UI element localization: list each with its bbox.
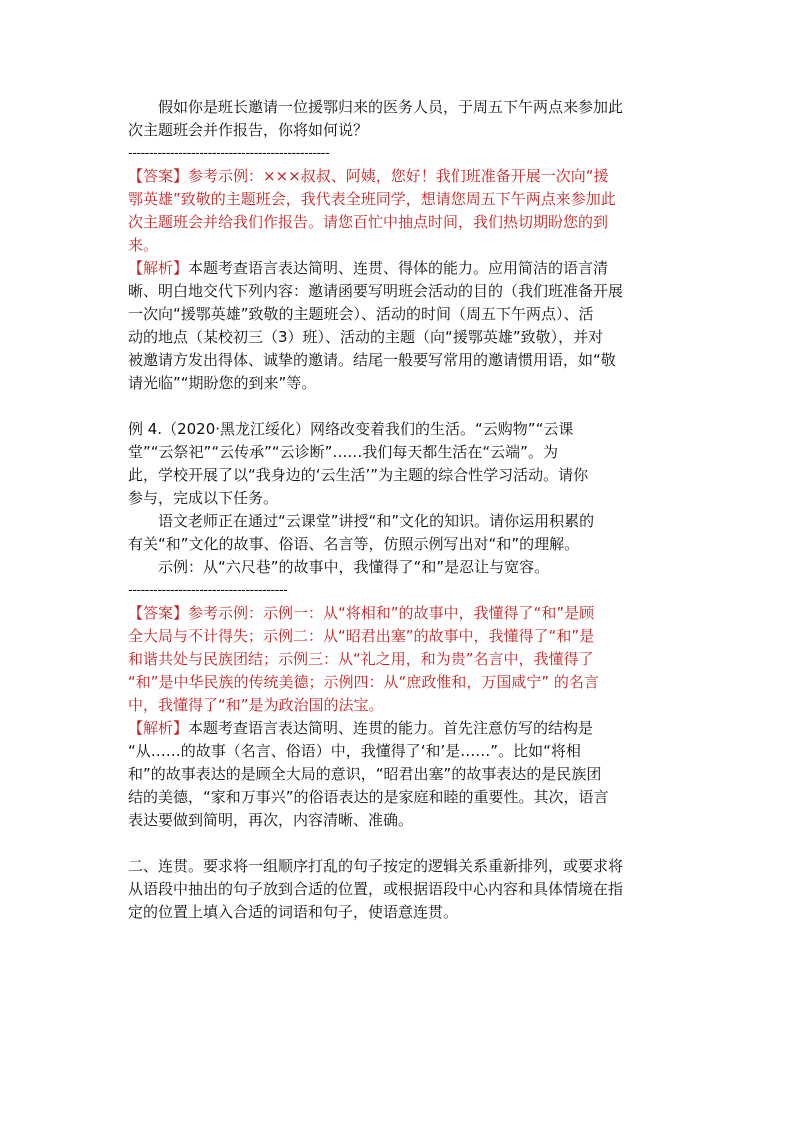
section-2-line-3: 定的位置上填入合适的词语和句子，使语意连贯。	[128, 903, 459, 921]
analysis-4-line-4: 结的美德，“家和万事兴”的俗语表达的是家庭和睦的重要性。其次，语言	[128, 788, 609, 806]
question-3-line-2: 次主题班会并作报告，你将如何说？	[128, 121, 369, 139]
analysis-4-line-5: 表达要做到简明，再次，内容清晰、准确。	[128, 811, 414, 829]
analysis-3-line-4: 动的地点（某校初三（3）班）、活动的主题（向“援鄂英雄”致敬），并对	[128, 328, 604, 346]
analysis-3-line-1: 本题考查语言表达简明、连贯、得体的能力。应用简洁的语言清	[188, 259, 609, 277]
question-3	[128, 96, 676, 165]
section-2	[128, 855, 676, 924]
analysis-4-line-2: “从……的故事（名言、俗语）中，我懂得了‘和’是……”。比如“将相	[128, 742, 581, 760]
answer-3-line-1: 【答案】参考示例：×××叔叔、阿姨，您好！我们班准备开展一次向“援	[128, 167, 609, 185]
separator-line: --------------------------------------	[128, 583, 288, 598]
answer-4-line-4: “和”是中华民族的传统美德；示例四：从“庶政惟和，万国咸宁” 的名言	[128, 673, 599, 691]
example-4-line-3: 此，学校开展了以“我身边的‘云生活’”为主题的综合性学习活动。请你	[128, 466, 589, 484]
answer-4-line-2: 全大局与不计得失；示例二：从“昭君出塞”的故事中，我懂得了“和”是	[128, 627, 595, 645]
answer-3-line-3: 次主题班会并给我们作报告。请您百忙中抽点时间，我们热切期盼您的到	[128, 213, 609, 231]
answer-3-line-2: 鄂英雄”致敬的主题班会，我代表全班同学，想请您周五下午两点来参加此	[128, 190, 616, 208]
analysis-3-line-2: 晰、明白地交代下列内容：邀请函要写明班会活动的目的（我们班准备开展	[128, 282, 624, 300]
analysis-3	[128, 257, 676, 395]
analysis-3-line-3: 一次向“援鄂英雄”致敬的主题班会）、活动的时间（周五下午两点）、活	[128, 305, 594, 323]
example-4-line-1: 例 4.（2020·黑龙江绥化）网络改变着我们的生活。“云购物”“云课	[128, 420, 574, 438]
question-3-line-1: 假如你是班长邀请一位援鄂归来的医务人员，于周五下午两点来参加此	[158, 98, 624, 116]
answer-4-line-5: 中，我懂得了“和”是为政治国的法宝。	[128, 696, 384, 714]
section-2-line-1: 二、连贯。要求将一组顺序打乱的句子按定的逻辑关系重新排列，或要求将	[128, 857, 624, 875]
analysis-4-line-3: 和”的故事表达的是顾全大局的意识，“昭君出塞”的故事表达的是民族团	[128, 765, 602, 783]
section-2-line-2: 从语段中抽出的句子放到合适的位置，或根据语段中心内容和具体情境在指	[128, 880, 624, 898]
answer-3-line-4: 来。	[128, 236, 159, 254]
answer-4-line-1: 【答案】参考示例：示例一：从“将相和”的故事中，我懂得了“和”是顾	[128, 604, 595, 622]
analysis-4	[128, 717, 676, 832]
answer-4-line-3: 和谐共处与民族团结；示例三：从“礼之用，和为贵”名言中，我懂得了	[128, 650, 594, 668]
example-4-task-line-2: 有关“和”文化的故事、俗语、名言等，仿照示例写出对“和”的理解。	[128, 535, 580, 553]
answer-4	[128, 602, 676, 717]
separator-line: ------------------------------------------------	[128, 146, 330, 161]
analysis-3-line-6: 请光临”“期盼您的到来”等。	[128, 374, 317, 392]
example-4-line-2: 堂”“云祭祀”“云传承”“云诊断”……我们每天都生活在“云端”。为	[128, 443, 558, 461]
analysis-3-line-5: 被邀请方发出得体、诚挚的邀请。结尾一般要写常用的邀请惯用语，如“敬	[128, 351, 616, 369]
example-4	[128, 418, 676, 602]
answer-3	[128, 165, 676, 257]
analysis-4-line-1: 本题考查语言表达简明、连贯的能力。首先注意仿写的结构是	[188, 719, 594, 737]
analysis-label: 【解析】	[128, 259, 189, 277]
document-page	[128, 96, 676, 924]
example-4-sample: 示例：从“六尺巷”的故事中，我懂得了“和”是忍让与宽容。	[158, 558, 550, 576]
analysis-label: 【解析】	[128, 719, 189, 737]
example-4-line-4: 参与，完成以下任务。	[128, 489, 279, 507]
example-4-task-line-1: 语文老师正在通过“云课堂”讲授“和”文化的知识。请你运用积累的	[158, 512, 595, 530]
